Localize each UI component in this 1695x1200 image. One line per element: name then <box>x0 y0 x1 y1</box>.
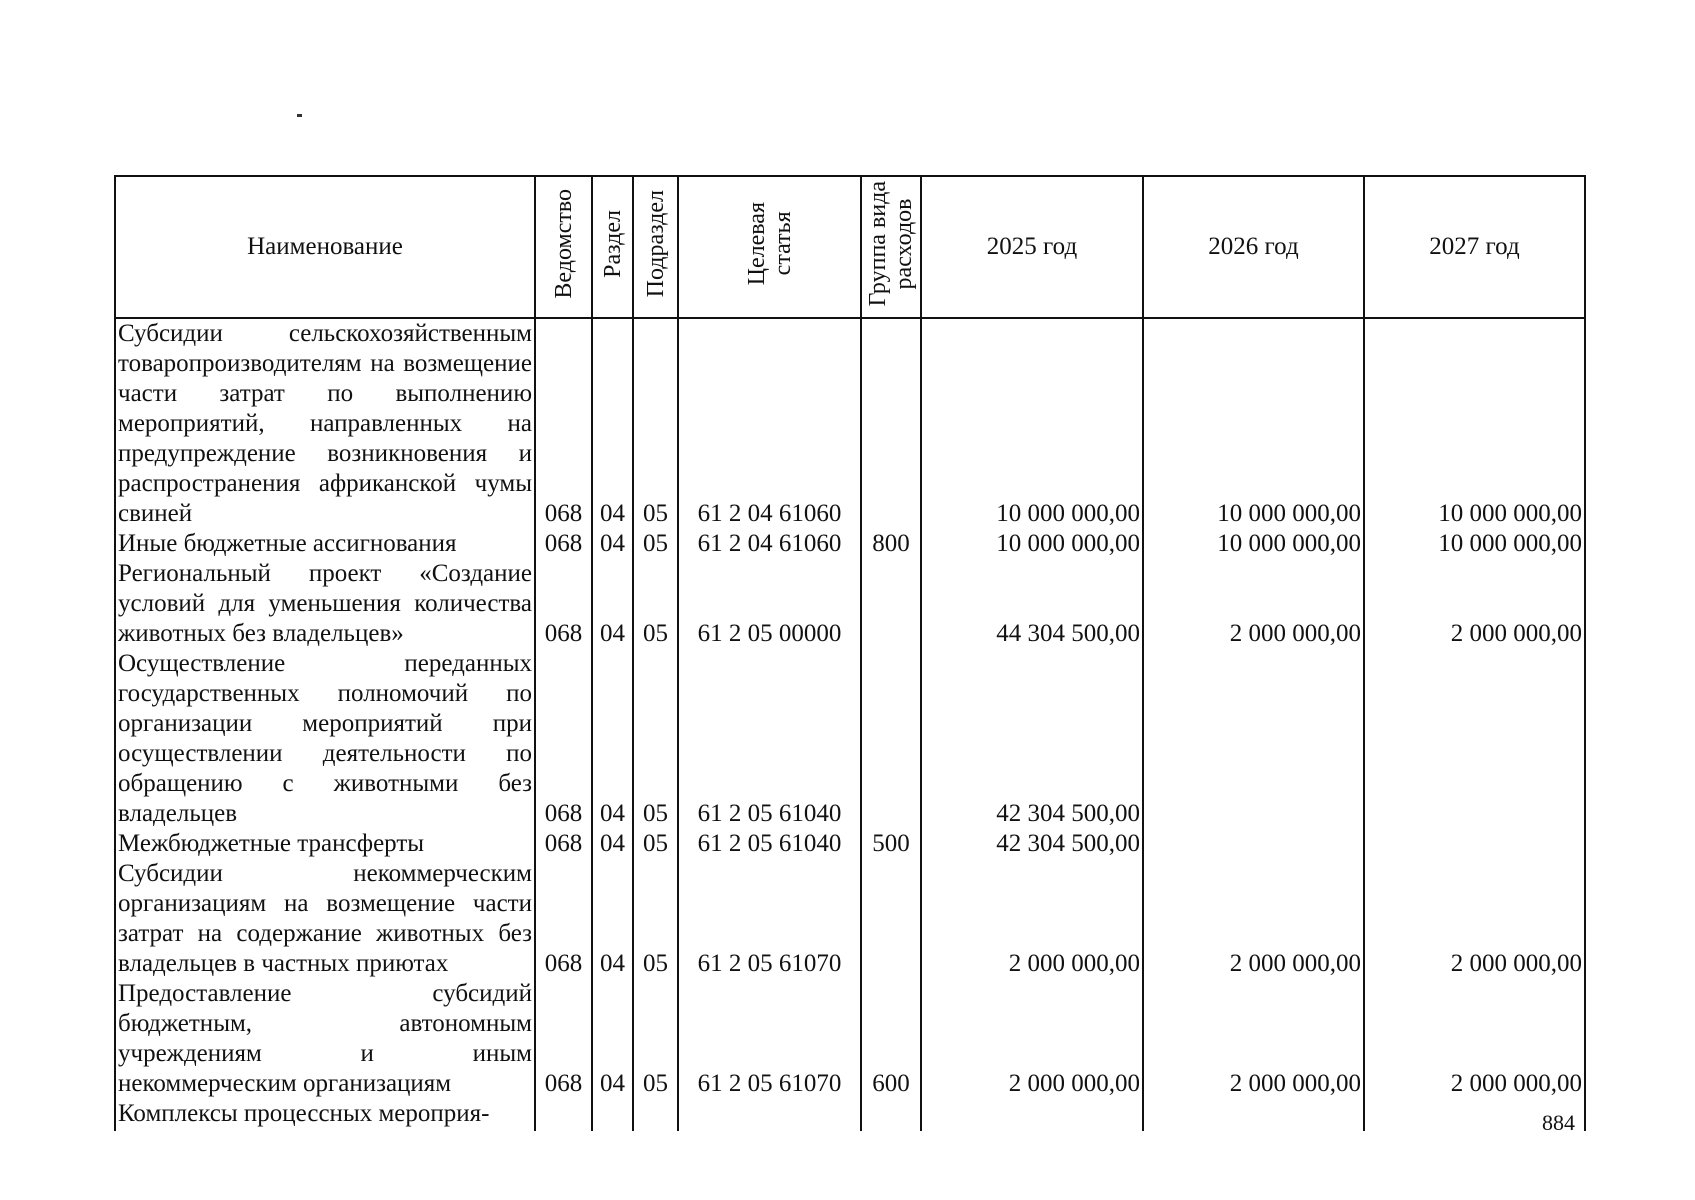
row-name: Региональный проект «Создание условий для уменьшения количества животных без владельцев» <box>115 559 535 649</box>
row-group: 500 <box>861 829 921 859</box>
header-target-line2: статья <box>769 211 796 276</box>
header-group-label <box>865 181 917 306</box>
row-group: 800 <box>861 529 921 559</box>
row-2026 <box>1143 649 1364 829</box>
row-2025: 2 000 000,00 <box>921 979 1143 1099</box>
row-dept: 068 <box>535 649 592 829</box>
row-subsection: 05 <box>633 318 678 529</box>
row-2026: 2 000 000,00 <box>1143 559 1364 649</box>
row-group <box>861 649 921 829</box>
header-2026-label: 2026 год <box>1208 233 1299 260</box>
row-2027 <box>1364 829 1585 859</box>
row-target: 61 2 05 61040 <box>678 649 861 829</box>
row-2027: 2 000 000,00 <box>1364 979 1585 1099</box>
row-2025: 42 304 500,00 <box>921 829 1143 859</box>
row-2027 <box>1364 649 1585 829</box>
row-dept: 068 <box>535 559 592 649</box>
row-subsection: 05 <box>633 649 678 829</box>
table-row <box>115 559 1585 649</box>
row-dept: 068 <box>535 529 592 559</box>
row-name: Предоставление субсидий бюджетным, автономным учреждениям и иным некоммерческим организациям <box>115 979 535 1099</box>
row-group <box>861 859 921 979</box>
budget-table <box>114 175 1586 1131</box>
row-2025: 10 000 000,00 <box>921 529 1143 559</box>
row-name: Субсидии некоммерческим организациям на возмещение части затрат на содержание животных без владельцев в частных приютах <box>115 859 535 979</box>
header-group-line2: расходов <box>891 198 917 289</box>
table-row <box>115 829 1585 859</box>
row-target: 61 2 05 61040 <box>678 829 861 859</box>
header-name-label: Наименование <box>247 233 403 260</box>
row-2025: 42 304 500,00 <box>921 649 1143 829</box>
row-name: Осуществление переданных государственных полномочий по организации мероприятий при осуществлении деятельности по обращению с животными без владельцев <box>115 649 535 829</box>
header-2025-label: 2025 год <box>986 233 1078 260</box>
header-subsection <box>633 176 678 318</box>
row-section: 04 <box>592 649 633 829</box>
row-section: 04 <box>592 318 633 529</box>
row-dept: 068 <box>535 859 592 979</box>
empty-cell <box>1143 1099 1364 1131</box>
row-subsection: 05 <box>633 859 678 979</box>
header-target <box>678 176 861 318</box>
row-target: 61 2 04 61060 <box>678 318 861 529</box>
row-section: 04 <box>592 559 633 649</box>
table-row <box>115 318 1585 529</box>
empty-cell <box>592 1099 633 1131</box>
row-2025: 10 000 000,00 <box>921 318 1143 529</box>
row-2027: 10 000 000,00 <box>1364 318 1585 529</box>
row-dept: 068 <box>535 979 592 1099</box>
table-row <box>115 859 1585 979</box>
page-number: 884 <box>1542 1110 1575 1135</box>
empty-cell <box>678 1099 861 1131</box>
row-2027: 2 000 000,00 <box>1364 859 1585 979</box>
header-group-line1: Группа вида <box>865 180 891 307</box>
header-target-line1: Целевая <box>743 201 770 286</box>
empty-cell <box>921 1099 1143 1131</box>
row-target: 61 2 04 61060 <box>678 529 861 559</box>
row-section: 04 <box>592 829 633 859</box>
row-subsection: 05 <box>633 529 678 559</box>
header-2027-label: 2027 год <box>1429 233 1520 260</box>
header-section-label: Раздел <box>599 209 626 278</box>
row-name: Субсидии сельскохозяйственным товаропроизводителям на возмещение части затрат по выполнению мероприятий, направленных на предупреждение возникновения и распространения африканской чумы свиней <box>115 318 535 529</box>
row-group <box>861 318 921 529</box>
row-2026 <box>1143 829 1364 859</box>
header-2025 <box>921 176 1143 318</box>
row-2026: 2 000 000,00 <box>1143 979 1364 1099</box>
row-subsection: 05 <box>633 979 678 1099</box>
row-subsection: 05 <box>633 829 678 859</box>
row-target: 61 2 05 61070 <box>678 859 861 979</box>
row-name: Межбюджетные трансферты <box>115 829 535 859</box>
row-dept: 068 <box>535 318 592 529</box>
row-2026: 2 000 000,00 <box>1143 859 1364 979</box>
header-2026 <box>1143 176 1364 318</box>
header-group <box>861 176 921 318</box>
row-group: 600 <box>861 979 921 1099</box>
scan-speck <box>297 114 302 117</box>
header-section <box>592 176 633 318</box>
header-target-label <box>744 202 796 285</box>
row-2026: 10 000 000,00 <box>1143 318 1364 529</box>
header-dept <box>535 176 592 318</box>
row-name: Иные бюджетные ассигнования <box>115 529 535 559</box>
row-subsection: 05 <box>633 559 678 649</box>
row-2027: 2 000 000,00 <box>1364 559 1585 649</box>
table-row <box>115 979 1585 1099</box>
row-section: 04 <box>592 859 633 979</box>
row-2027: 10 000 000,00 <box>1364 529 1585 559</box>
row-2025: 2 000 000,00 <box>921 859 1143 979</box>
header-name <box>115 176 535 318</box>
row-target: 61 2 05 00000 <box>678 559 861 649</box>
table-row <box>115 649 1585 829</box>
row-section: 04 <box>592 979 633 1099</box>
table-row-continued <box>115 1099 1585 1131</box>
row-2026: 10 000 000,00 <box>1143 529 1364 559</box>
row-2025: 44 304 500,00 <box>921 559 1143 649</box>
row-group <box>861 559 921 649</box>
empty-cell <box>861 1099 921 1131</box>
row-dept: 068 <box>535 829 592 859</box>
header-dept-label: Ведомство <box>550 188 577 299</box>
header-subsection-label: Подраздел <box>642 189 669 298</box>
empty-cell <box>535 1099 592 1131</box>
row-target: 61 2 05 61070 <box>678 979 861 1099</box>
table-header-row <box>115 176 1585 318</box>
row-section: 04 <box>592 529 633 559</box>
empty-cell <box>633 1099 678 1131</box>
header-2027 <box>1364 176 1585 318</box>
row-name-continued: Комплексы процессных мероприя- <box>115 1099 535 1131</box>
table-row <box>115 529 1585 559</box>
